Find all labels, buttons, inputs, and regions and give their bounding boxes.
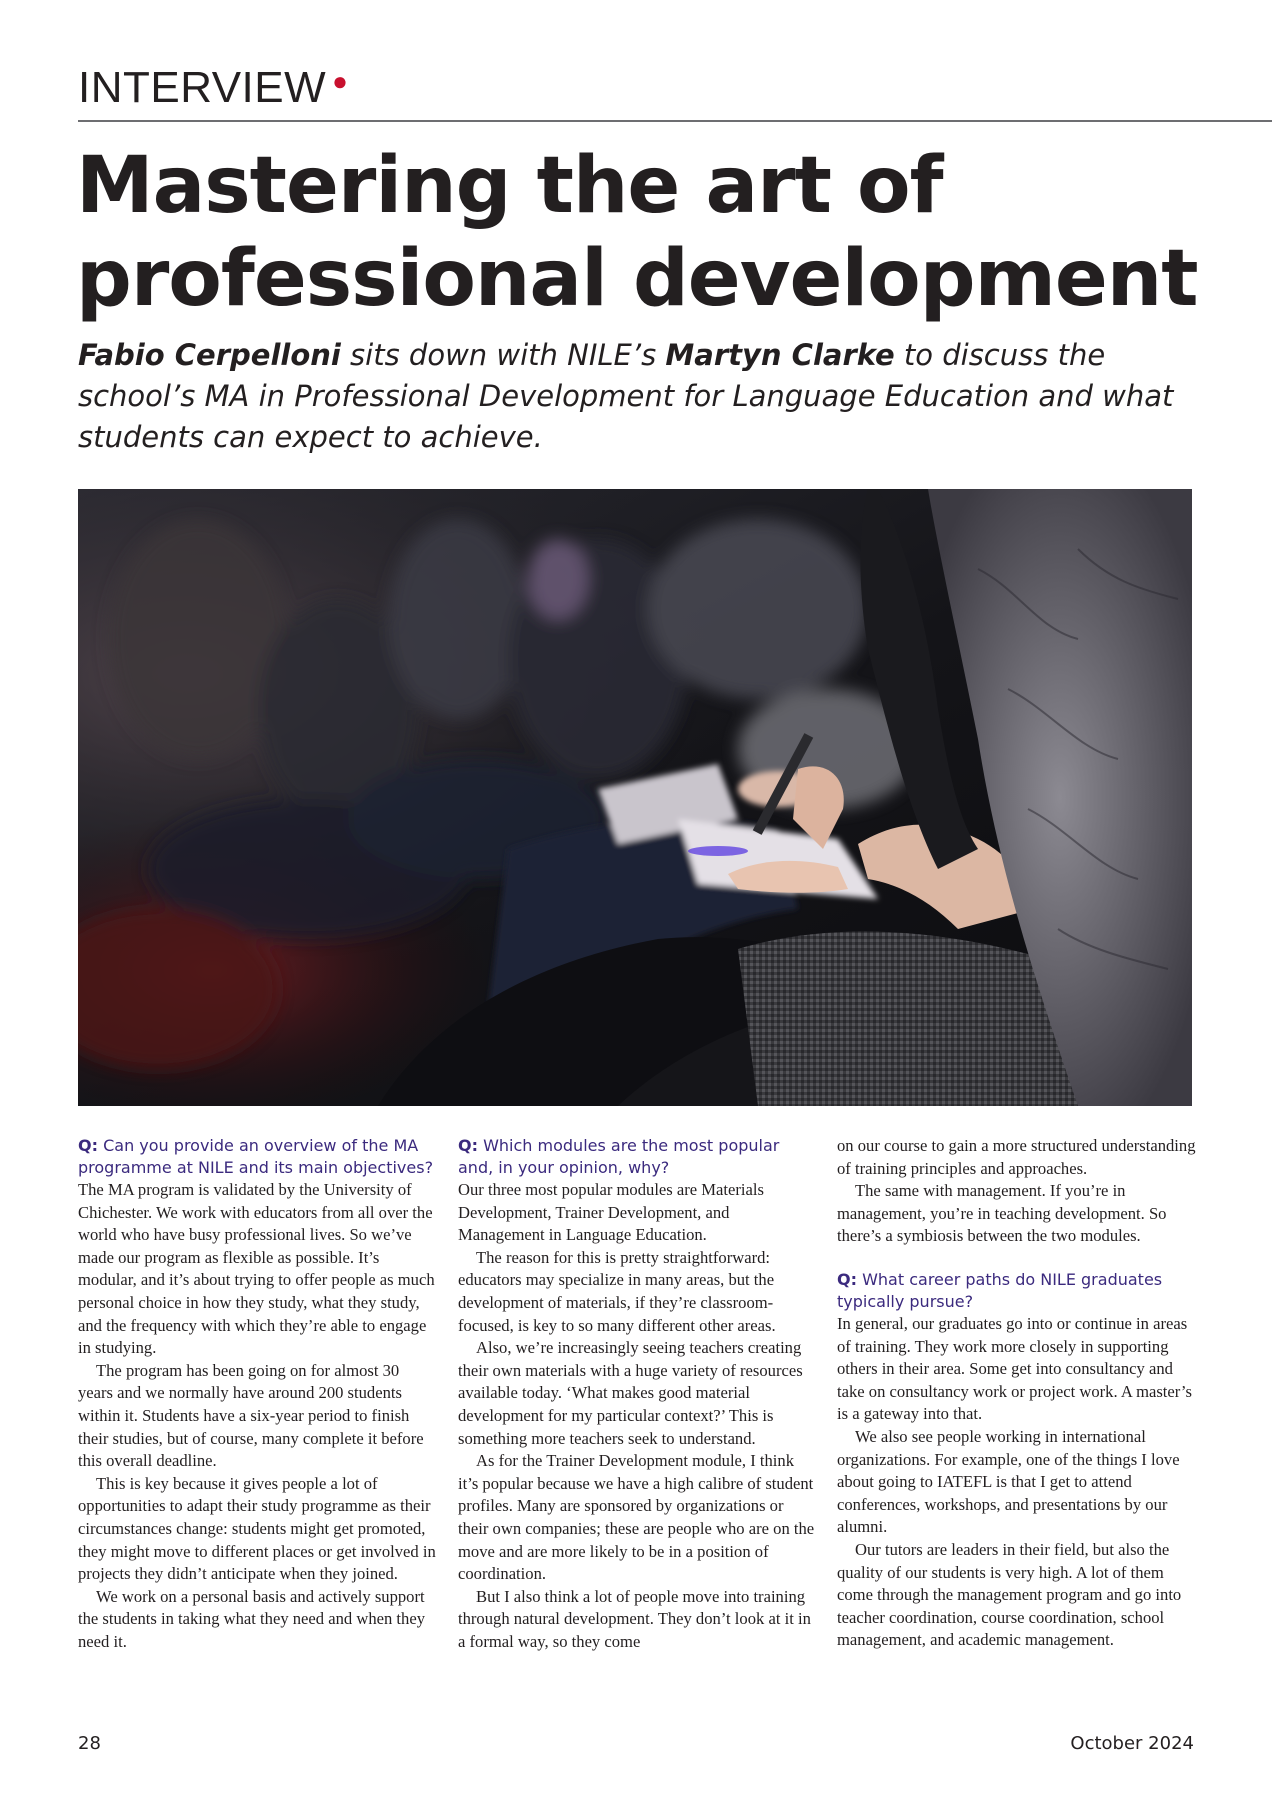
question-marker: Q: [78,1136,98,1155]
paragraph: The MA program is validated by the University of Chichester. We work with educators from all over the world who have busy professional lives. So we’ve made our program as flexible as possible. It’s modular, and it’s about trying to offer people as much personal choice in how they study, what they study, and the frequency with which they’re able to engage in studying. [78,1180,435,1358]
accent-dot-icon: ● [332,66,349,96]
column-3 [837,1135,1197,1652]
section-label: INTERVIEW ● [78,63,349,112]
header-rule [78,120,1272,122]
issue-date: October 2024 [1070,1733,1194,1754]
paragraph: Our three most popular modules are Materials Development, Trainer Development, and Management in Language Education. [458,1180,764,1245]
question-marker: Q: [458,1136,478,1155]
paragraph: But I also think a lot of people move into training through natural development. They don’t look at it in a formal way, so they come [458,1586,811,1651]
column-1 [78,1135,438,1653]
paragraph: In general, our graduates go into or continue in areas of training. They work more closely in supporting others in their area. Some get into consultancy and take on consultancy work or project work. A master’s is a gateway into that. [837,1313,1192,1424]
paragraph: on our course to gain a more structured understanding of training principles and approaches. [837,1136,1196,1178]
question-1-text: Can you provide an overview of the MA programme at NILE and its main objectives? [78,1136,434,1177]
paragraph: We also see people working in international organizations. For example, one of the things I love about going to IATEFL is that I get to attend conferences, workshops, and presentations by our alumni. [837,1426,1180,1537]
question-2 [458,1135,818,1179]
interviewee-name: Martyn Clarke [665,338,895,372]
headline-line-1: Mastering the art of [76,141,943,231]
paragraph: This is key because it gives people a lot of opportunities to adapt their study programme as their circumstances change: students might get promoted, they might move to different places or get involved in projects they didn’t anticipate when they joined. [78,1473,436,1584]
paragraph: The reason for this is pretty straightforward: educators may specialize in many areas, but the development of materials, if they’re classroom-focused, is key to so many different other areas. [458,1247,776,1335]
headline [76,140,1226,326]
column-2 [458,1135,818,1653]
question-3 [837,1269,1197,1313]
standfirst [78,335,1198,458]
standfirst-text-2: to discuss the school’s MA in Professional Development for Language Education and what students can expect to achieve. [78,338,1174,454]
standfirst-text-1: sits down with NILE’s [340,338,666,372]
interviewer-name: Fabio Cerpelloni [78,338,341,372]
question-2-text: Which modules are the most popular and, in your opinion, why? [458,1136,780,1177]
page-number: 28 [78,1733,101,1754]
paragraph: We work on a personal basis and actively support the students in taking what they need and when they need it. [78,1586,426,1651]
headline-line-2: professional development [76,234,1198,324]
question-1 [78,1135,438,1179]
paragraph: Also, we’re increasingly seeing teachers creating their own materials with a huge variety of resources available today. ‘What makes good material development for my particular context?’ This is something more teachers seek to understand. [458,1338,803,1448]
feature-photo [78,489,1192,1106]
paragraph: As for the Trainer Development module, I think it’s popular because we have a high calibre of student profiles. Many are sponsored by organizations or their own companies; these are people who are on the move and are more likely to be in a position of coordination. [458,1451,815,1584]
paragraph: The same with management. If you’re in management, you’re in teaching development. So there’s a symbiosis between the two modules. [837,1181,1167,1246]
question-3-text: What career paths do NILE graduates typically pursue? [837,1269,1163,1311]
paragraph: Our tutors are leaders in their field, but also the quality of our students is very high. A lot of them come through the management program and go into teacher coordination, course coordination, school management, and academic management. [837,1539,1182,1650]
paragraph: The program has been going on for almost 30 years and we normally have around 200 students within it. Students have a six-year period to finish their studies, but of course, many complete it before this overall deadline. [78,1360,424,1471]
question-marker: Q: [837,1269,857,1289]
